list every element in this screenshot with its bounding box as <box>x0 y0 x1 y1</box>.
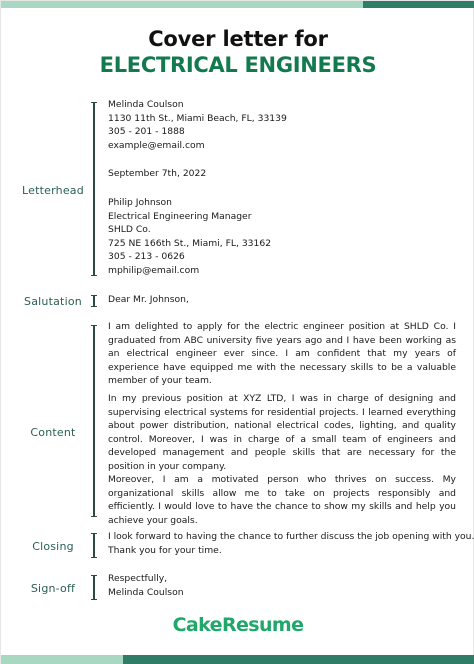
sender-name: Melinda Coulson <box>108 99 184 110</box>
signoff-line-1: Respectfully, <box>108 573 168 584</box>
sender-block <box>108 98 287 152</box>
recipient-block <box>108 196 271 278</box>
signoff-line-2: Melinda Coulson <box>108 586 184 598</box>
section-label-letterhead: Letterhead <box>22 184 84 197</box>
sender-phone: 305 - 201 - 1888 <box>108 126 185 138</box>
content-paragraph-3: Moreover, I am a motivated person who thrives on success. My organizational skills allow me to take on projects responsibly and efficiently. I would love to have the chance to show my skills and help you achieve your goals. <box>108 474 456 526</box>
section-label-signoff: Sign-off <box>30 582 76 595</box>
bottom-accent-bar-light <box>1 655 131 664</box>
content-paragraph-3-wrap <box>108 473 456 527</box>
bracket-content <box>91 325 97 517</box>
sender-address: 1130 11th St., Miami Beach, FL, 33139 <box>108 112 287 124</box>
bracket-letterhead <box>91 102 97 276</box>
letter-date: September 7th, 2022 <box>108 168 207 179</box>
recipient-phone: 305 - 213 - 0626 <box>108 251 185 263</box>
top-accent-bar-dark <box>363 1 474 8</box>
content-paragraph-2: In my previous position at XYZ LTD, I was in charge of designing and supervising electrical systems for residential projects. I learned everything about power distribution, national electrical codes, lighting, and quality control. Moreover, I was in charge of a small team of engineers and developed management and people skills that are necessary for the position in your company. <box>108 393 456 472</box>
top-accent-bar-light <box>1 1 371 8</box>
bracket-signoff <box>91 575 97 600</box>
closing-line-1: I look forward to having the chance to further discuss the job opening with you. <box>108 531 474 542</box>
recipient-company: SHLD Co. <box>108 224 151 236</box>
recipient-address: 725 NE 166th St., Miami, FL, 33162 <box>108 237 272 249</box>
section-label-closing: Closing <box>32 540 74 553</box>
section-label-salutation: Salutation <box>24 295 82 308</box>
title-line-2: ELECTRICAL ENGINEERS <box>99 53 377 77</box>
signoff-block <box>108 572 184 599</box>
content-paragraphs <box>108 320 456 388</box>
title-line-1: Cover letter for <box>148 27 328 51</box>
content-paragraph-2-wrap <box>108 392 456 474</box>
recipient-name: Philip Johnson <box>108 197 172 208</box>
closing-block <box>108 530 474 557</box>
bracket-salutation <box>91 295 97 307</box>
sender-email: example@email.com <box>108 139 205 151</box>
recipient-email: mphilip@email.com <box>108 264 200 276</box>
content-paragraph-1: I am delighted to apply for the electric engineer position at SHLD Co. I graduated from ABC university five years ago and I have been working as an electrical engineer ever since. I am confident that my years of experience have equipped me with the necessary skills to be a valuable member of your team. <box>108 321 456 387</box>
recipient-title: Electrical Engineering Manager <box>108 210 252 222</box>
closing-line-2: Thank you for your time. <box>108 544 222 556</box>
cakeresume-logo: CakeResume <box>172 614 304 636</box>
bottom-accent-bar-dark <box>123 655 474 664</box>
salutation-text: Dear Mr. Johnson, <box>108 294 189 305</box>
section-label-content: Content <box>30 426 76 439</box>
bracket-closing <box>91 533 97 558</box>
